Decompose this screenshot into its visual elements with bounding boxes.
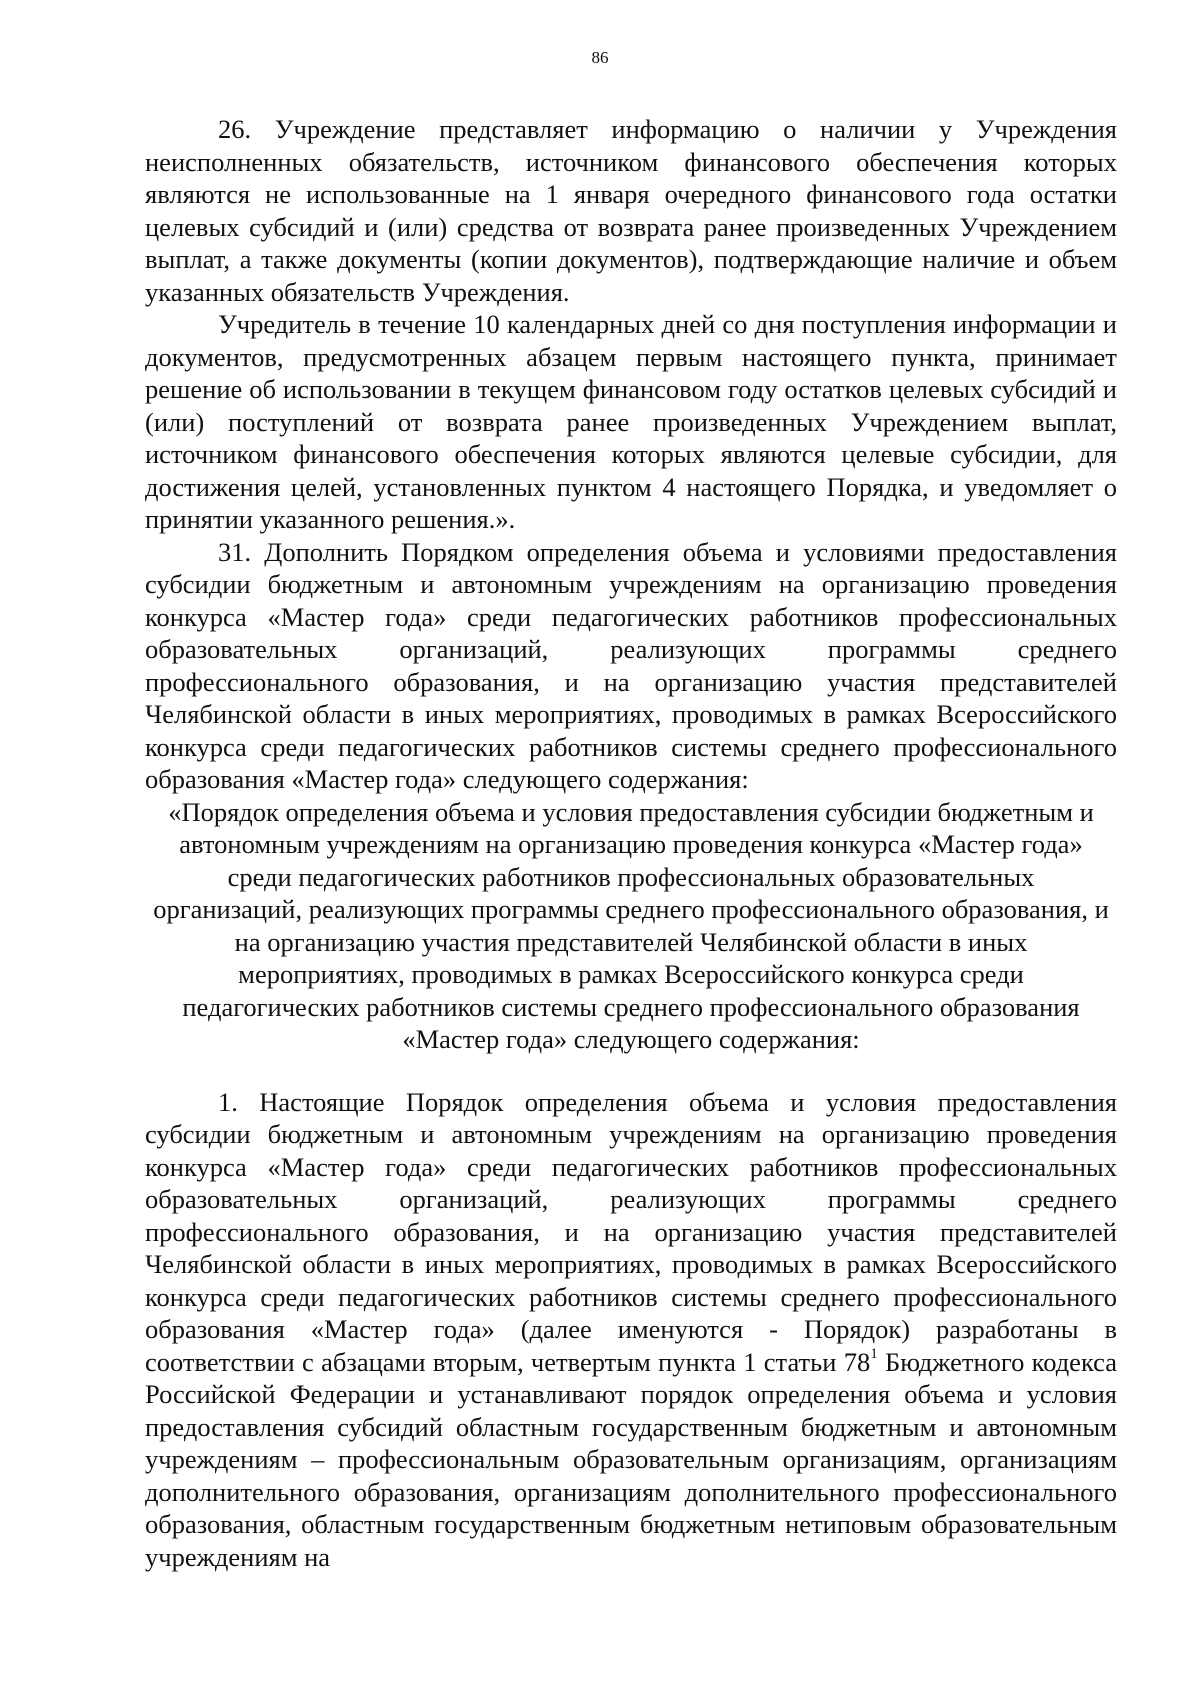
page-number: 86 <box>591 48 609 67</box>
paragraph-26-continuation: Учредитель в течение 10 календарных дней со дня поступления информации и документов, предусмотренных абзацем первым настоящего пункта, принимает решение об использовании в текущем финансовом году остатков целевых субсидий и (или) поступлений от возврата ранее произведенных Учреждением выплат, источником финансового обеспечения которых являются целевые субсидии, для достижения целей, установленных пунктом 4 настоящего Порядка, и уведомляет о принятии указанного решения.». <box>145 309 1117 534</box>
paragraph-1 <box>145 1086 1117 1574</box>
paragraph-1-text: 1. Настоящие Порядок определения объема и условия предоставления субсидии бюджетным и автономным учреждениям на организацию проведения конкурса «Мастер года» среди педагогических работников профессиональных образовательных организаций, реализующих программы среднего профессионального образования, и на организацию участия представителей Челябинской области в иных мероприятиях, проводимых в рамках Всероссийского конкурса среди педагогических работников системы среднего профессионального образования «Мастер года» (далее именуются - Порядок) разработаны в соответствии с абзацами вторым, четвертым пункта 1 статьи 78 <box>145 1086 1117 1377</box>
section-spacer <box>145 1056 1117 1086</box>
procedure-title: «Порядок определения объема и условия предоставления субсидии бюджетным и автономным учреждениям на организацию проведения конкурса «Мастер года» среди педагогических работников профессиональных образовательных организаций, реализующих программы среднего профессионального образования, и на организацию участия представителей Челябинской области в иных мероприятиях, проводимых в рамках Всероссийского конкурса среди педагогических работников системы среднего профессионального образования «Мастер года» следующего содержания: <box>153 796 1109 1054</box>
paragraph-1-continuation: Бюджетного кодекса Российской Федерации и устанавливают порядок определения объема и условия предоставления субсидий областным государственным бюджетным и автономным учреждениям – профессиональным образовательным организациям, организациям дополнительного образования, организациям дополнительного профессионального образования, областным государственным бюджетным нетиповым образовательным учреждениям на <box>145 1346 1118 1572</box>
paragraph-31: 31. Дополнить Порядком определения объема и условиями предоставления субсидии бюджетным и автономным учреждениям на организацию проведения конкурса «Мастер года» среди педагогических работников профессиональных образовательных организаций, реализующих программы среднего профессионального образования, и на организацию участия представителей Челябинской области в иных мероприятиях, проводимых в рамках Всероссийского конкурса среди педагогических работников системы среднего профессионального образования «Мастер года» следующего содержания: <box>145 536 1117 794</box>
document-body <box>145 113 1117 1573</box>
paragraph-26: 26. Учреждение представляет информацию о наличии у Учреждения неисполненных обязательств, источником финансового обеспечения которых являются не использованные на 1 января очередного финансового года остатки целевых субсидий и (или) средства от возврата ранее произведенных Учреждением выплат, а также документы (копии документов), подтверждающие наличие и объем указанных обязательств Учреждения. <box>145 114 1117 307</box>
article-superscript: 1 <box>870 1345 878 1362</box>
